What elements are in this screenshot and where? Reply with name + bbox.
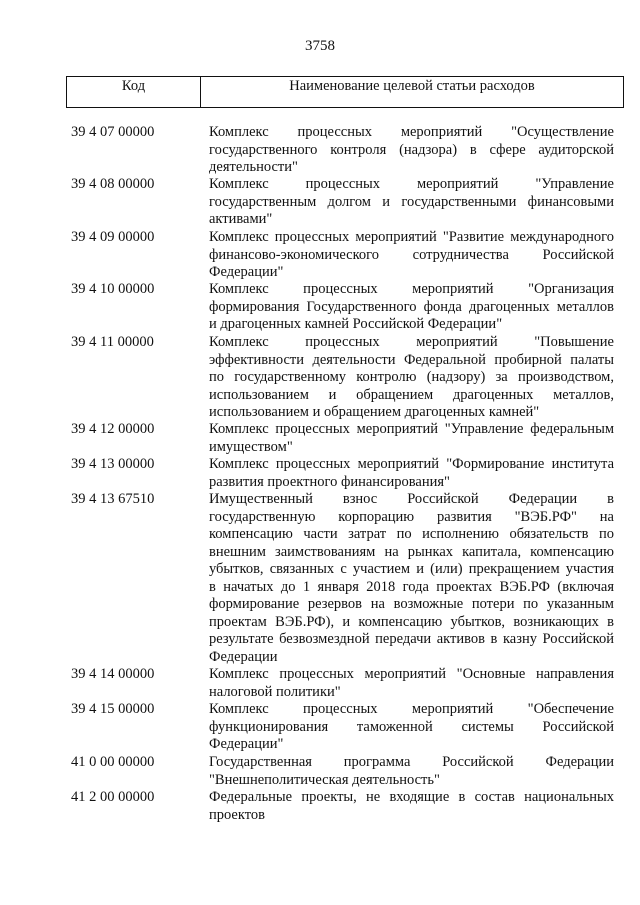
- row-name-line: Государственная программа Российской Федерации: [209, 754, 614, 770]
- row-name-line: по государственному контролю (надзору) за производством,: [209, 369, 614, 385]
- row-code: 39 4 10 00000: [71, 281, 155, 297]
- row-name-line: внешним заимствованиям на рынках капитала, компенсацию: [209, 543, 614, 560]
- row-code: 41 0 00 00000: [71, 754, 155, 770]
- row-name: [209, 281, 614, 334]
- row-name-line: проектов: [209, 806, 265, 823]
- row-name: [209, 124, 614, 177]
- row-code: 39 4 11 00000: [71, 334, 154, 350]
- row-name-line: Федерации: [209, 648, 278, 665]
- row-name-line: Комплекс процессных мероприятий "Основные направления: [209, 666, 614, 682]
- row-code: 39 4 09 00000: [71, 229, 155, 245]
- row-name: [209, 491, 614, 666]
- row-name-line: Комплекс процессных мероприятий "Управление: [209, 176, 614, 192]
- row-code: 39 4 07 00000: [71, 124, 155, 140]
- row-code: 39 4 12 00000: [71, 421, 155, 437]
- row-name-line: "Внешнеполитическая деятельность": [209, 771, 440, 788]
- row-name: [209, 666, 614, 701]
- row-name: [209, 421, 614, 456]
- row-name-line: государственного контроля (надзора) в сфере аудиторской: [209, 141, 614, 158]
- row-name-line: деятельности": [209, 159, 298, 175]
- row-name: [209, 754, 614, 789]
- row-name-line: проектам ВЭБ.РФ), и компенсацию убытков, возникающих в: [209, 613, 614, 630]
- row-name-line: Федерации": [209, 736, 284, 752]
- row-code: 41 2 00 00000: [71, 789, 155, 805]
- row-name-line: эффективности деятельности Федеральной пробирной палаты: [209, 351, 614, 368]
- row-code: 39 4 13 00000: [71, 456, 155, 472]
- row-code: 39 4 13 67510: [71, 491, 155, 507]
- page-number: 3758: [305, 38, 335, 54]
- row-name-line: Комплекс процессных мероприятий "Развитие международного: [209, 229, 614, 245]
- row-name-line: Федеральные проекты, не входящие в состав национальных: [209, 789, 614, 805]
- row-name-line: использованием и обращением драгоценных камней": [209, 404, 540, 420]
- row-name-line: развития проектного финансирования": [209, 473, 450, 490]
- row-name: [209, 701, 614, 754]
- row-name-line: налоговой политики": [209, 683, 341, 700]
- row-name-line: в начатых до 1 января 2018 года проектах ВЭБ.РФ (включая: [209, 578, 614, 595]
- row-name: [209, 229, 614, 282]
- table-header: [66, 76, 624, 108]
- row-name-line: Имущественный взнос Российской Федерации в: [209, 491, 614, 507]
- row-name: [209, 789, 614, 824]
- row-name-line: использованием и обращением драгоценных металлов,: [209, 386, 614, 403]
- row-name-line: формирования Государственного фонда драгоценных металлов: [209, 298, 614, 315]
- row-name-line: Комплекс процессных мероприятий "Формирование института: [209, 456, 614, 472]
- row-name-line: Комплекс процессных мероприятий "Организация: [209, 281, 614, 297]
- row-name-line: финансово-экономического сотрудничества Российской: [209, 246, 614, 263]
- row-code: 39 4 08 00000: [71, 176, 155, 192]
- row-name-line: Комплекс процессных мероприятий "Обеспечение: [209, 701, 614, 717]
- row-name: [209, 334, 614, 422]
- row-name-line: активами": [209, 211, 273, 227]
- row-name-line: государственным долгом и государственными финансовыми: [209, 193, 614, 210]
- row-name-line: формирование резервов на возможные потери по указанным: [209, 596, 614, 612]
- row-name-line: функционирования таможенной системы Российской: [209, 718, 614, 735]
- header-name: Наименование целевой статьи расходов: [289, 78, 535, 94]
- header-code: Код: [121, 78, 146, 94]
- row-name-line: компенсацию части затрат по исполнению обязательств по: [209, 526, 614, 542]
- row-name: [209, 176, 614, 229]
- row-name-line: государственную корпорацию развития "ВЭБ.РФ" на: [209, 508, 614, 525]
- row-name: [209, 456, 614, 491]
- row-code: 39 4 14 00000: [71, 666, 155, 682]
- row-name-line: убытков, связанных с участием и (или) прекращением участия: [209, 561, 614, 577]
- row-name-line: Комплекс процессных мероприятий "Осуществление: [209, 124, 614, 140]
- row-name-line: Комплекс процессных мероприятий "Повышение: [209, 334, 614, 350]
- row-name-line: и драгоценных камней Российской Федерации": [209, 316, 503, 332]
- row-name-line: Федерации": [209, 264, 284, 280]
- row-name-line: имуществом": [209, 438, 293, 455]
- row-name-line: результате безвозмездной передачи активов в казну Российской: [209, 631, 614, 647]
- row-code: 39 4 15 00000: [71, 701, 155, 717]
- row-name-line: Комплекс процессных мероприятий "Управление федеральным: [209, 421, 614, 437]
